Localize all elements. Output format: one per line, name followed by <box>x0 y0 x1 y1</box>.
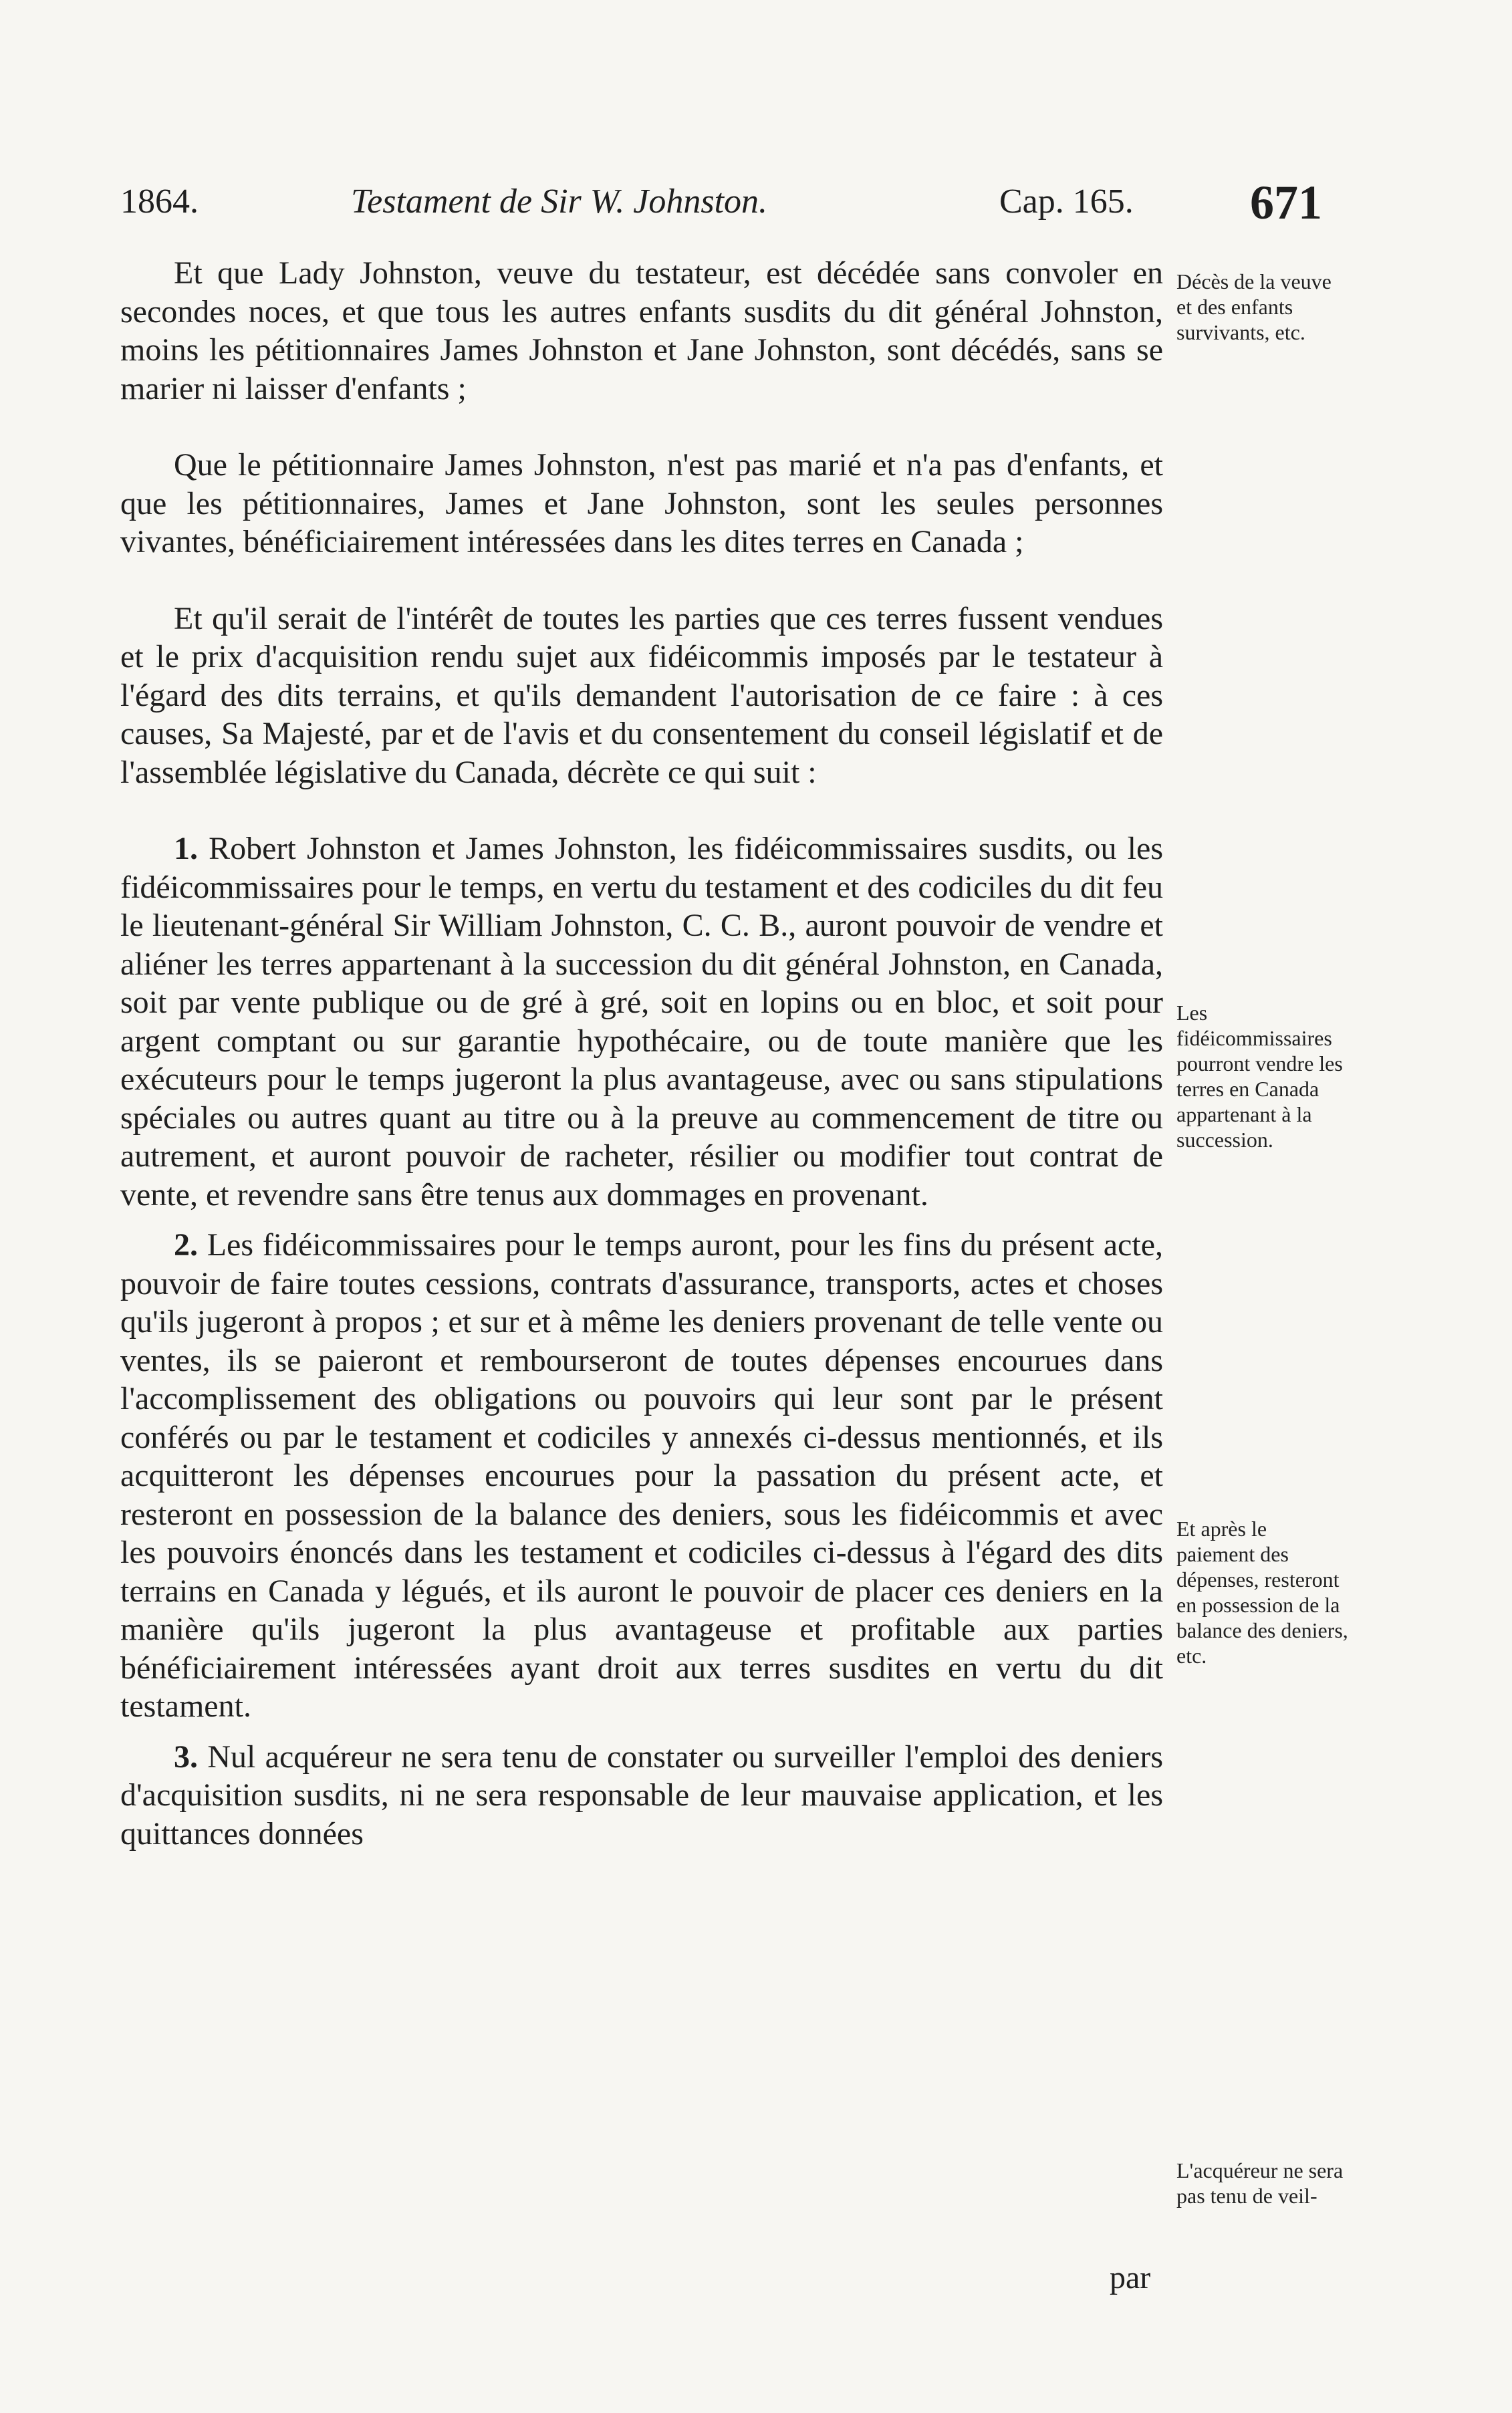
section-number: 1. <box>174 831 198 866</box>
continuation-word: par <box>1110 2260 1151 2295</box>
section-text: Nul acquéreur ne sera tenu de constater ou surveiller l'emploi des deniers d'acquisition susdits, ni ne sera responsable de leur mauvaise application, et les quittances données <box>120 1739 1163 1852</box>
paragraph-3: Et qu'il serait de l'intérêt de toutes les parties que ces terres fussent vendues et le prix d'acquisition rendu sujet aux fidéicommis imposés par le testateur à l'égard des dits terrains, et qu'ils demandent l'autorisation de ce faire : à ces causes, Sa Majesté, par et de l'avis et du consentement du conseil législatif et de l'assemblée législative du Canada, décrète ce qui suit : <box>120 600 1163 790</box>
margin-note-2: Les fidéicommissaires pourront vendre les terres en Canada appartenant à la succession. <box>1176 1001 1343 1152</box>
section-3 <box>120 1738 1163 1854</box>
section-text: Les fidéicommissaires pour le temps auront, pour les fins du présent acte, pouvoir de faire toutes cessions, contrats d'assurance, transports, actes et choses qu'ils jugeront à propos ; et sur et à même les deniers provenant de telle vente ou ventes, ils se paieront et rembourseront de toutes dépenses encourues dans l'accomplissement des obligations ou pouvoirs qui leur sont par le présent conférés ou par le testament et codiciles y annexés ci-dessus mentionnés, et ils acquitteront les dépenses encourues pour la passation du présent acte, et resteront en possession de la balance des deniers, sous les fidéicommis et avec les pouvoirs énoncés dans les testament et codiciles ci-dessus à l'égard des dits terrains en Canada y légués, et ils auront le pouvoir de placer ces deniers en la manière qu'ils jugeront la plus avantageuse et profitable aux parties bénéficiairement intéressées ayant droit aux terres susdites en vertu du dit testament. <box>120 1227 1163 1724</box>
margin-note-4: L'acquéreur ne sera pas tenu de veil- <box>1176 2158 1344 2208</box>
paragraph-1: Et que Lady Johnston, veuve du testateur, est décédée sans convoler en secondes noces, et que tous les autres enfants susdits du dit général Johnston, moins les pétitionnaires James Johnston et Jane Johnston, sont décédés, sans se marier ni laisser d'enfants ; <box>120 255 1163 406</box>
section-2 <box>120 1226 1163 1726</box>
header-chapter: Cap. 165. <box>999 182 1134 221</box>
header-title: Testament de Sir W. Johnston. <box>351 182 768 221</box>
section-text: Robert Johnston et James Johnston, les fidéicommissaires susdits, ou les fidéicommissaires pour le temps, en vertu du testament et des codiciles du dit feu le lieutenant-général Sir William Johnston, C. C. B., auront pouvoir de vendre et aliéner les terres appartenant à la succession du dit général Johnston, en Canada, soit par vente publique ou de gré à gré, soit en lopins ou en bloc, et soit pour argent comptant ou sur garantie hypothécaire, ou de toute manière que les exécuteurs pour le temps jugeront la plus avantageuse, avec ou sans stipulations spéciales ou autres quant au titre ou à la preuve au commencement de titre ou autrement, et auront pouvoir de racheter, résilier ou modifier tout contrat de vente, et revendre sans être tenus aux dommages en provenant. <box>120 831 1164 1213</box>
body-text <box>120 254 1163 1853</box>
margin-note-1: Décès de la veuve et des enfants survivants, etc. <box>1176 269 1332 344</box>
section-number: 2. <box>174 1227 198 1263</box>
page-number: 671 <box>1250 176 1322 229</box>
section-number: 3. <box>174 1739 198 1775</box>
page-header <box>120 175 1344 235</box>
paragraph-2: Que le pétitionnaire James Johnston, n'est pas marié et n'a pas d'enfants, et que les pétitionnaires, James et Jane Johnston, sont les seules personnes vivantes, bénéficiairement intéressées dans les dites terres en Canada ; <box>120 447 1163 559</box>
section-1 <box>120 830 1163 1214</box>
header-year: 1864. <box>120 182 199 221</box>
margin-note-3: Et après le paiement des dépenses, resteront en possession de la balance des deniers, etc. <box>1176 1517 1348 1668</box>
